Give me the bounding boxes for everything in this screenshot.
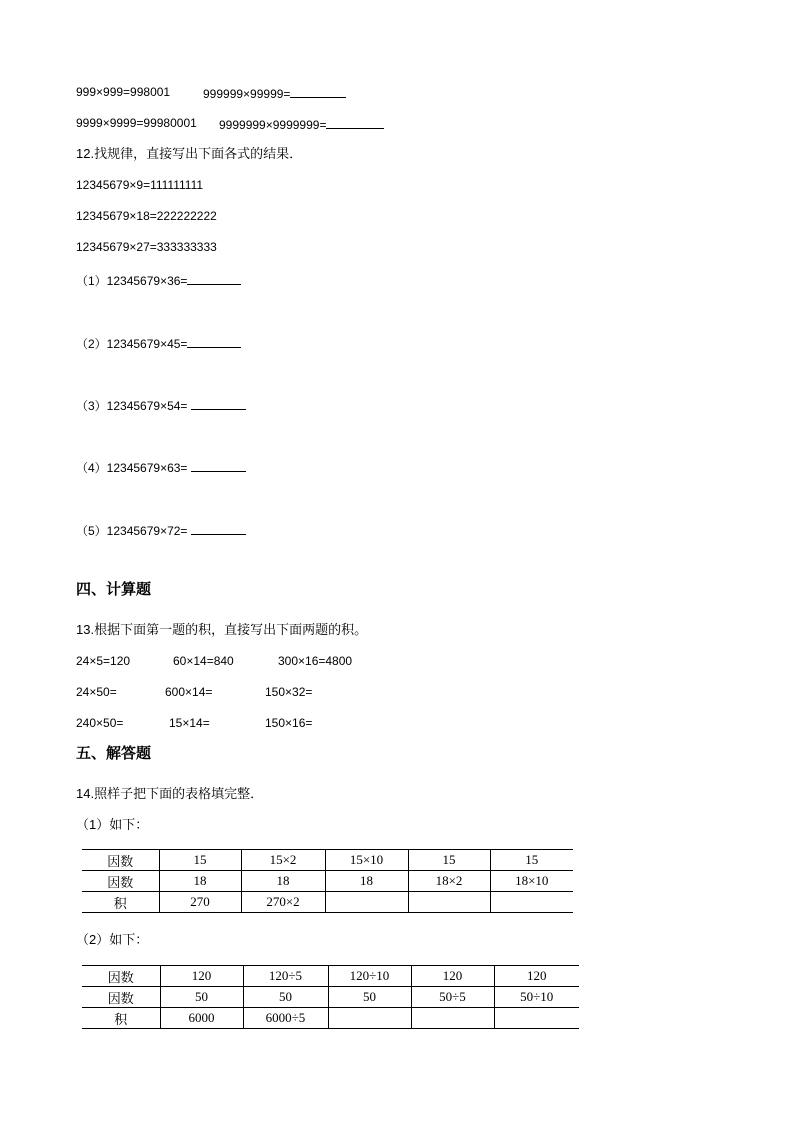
section-5-heading: 五、解答题: [76, 745, 152, 762]
equation-line-2: [76, 115, 197, 131]
answer-blank[interactable]: [187, 271, 241, 285]
answer-cell[interactable]: [490, 892, 573, 913]
table-2: [82, 965, 579, 1029]
answer-cell[interactable]: [408, 892, 490, 913]
q13-cell: 600×14=: [165, 685, 213, 699]
table-cell: 50: [328, 987, 411, 1008]
answer-cell[interactable]: [411, 1008, 494, 1029]
table-cell: 50: [160, 987, 243, 1008]
q12-item-5: [76, 521, 246, 539]
table-cell: 50÷10: [494, 987, 579, 1008]
q12-item-1: [76, 271, 241, 289]
q12-title: 12.找规律，直接写出下面各式的结果．: [76, 146, 303, 161]
answer-cell[interactable]: [494, 1008, 579, 1029]
table-cell: 18×2: [408, 871, 490, 892]
table-cell: 15×2: [241, 850, 325, 871]
equation-given: 9999×9999=99980001: [76, 116, 197, 130]
q12-example-1: 12345679×9=111111111: [76, 178, 204, 192]
q12-item-text: （2）12345679×45=: [76, 337, 188, 351]
table-cell: 50÷5: [411, 987, 494, 1008]
q12-item-text: （4）12345679×63=: [76, 461, 191, 475]
table-row: [82, 987, 579, 1008]
q12-item-3: [76, 396, 246, 414]
table-cell: 50: [243, 987, 328, 1008]
part-1-label: （1）如下：: [76, 817, 149, 832]
table-cell: 因数: [82, 966, 160, 987]
answer-blank[interactable]: [191, 521, 246, 535]
table-cell: 15: [408, 850, 490, 871]
table-cell: 18: [241, 871, 325, 892]
table-cell: 因数: [82, 850, 159, 871]
answer-blank[interactable]: [191, 458, 246, 472]
answer-blank[interactable]: [187, 334, 241, 348]
table-cell: 6000÷5: [243, 1008, 328, 1029]
q13-cell: 60×14=840: [173, 654, 234, 668]
equation-line-1: [76, 84, 170, 100]
q12-example-2: 12345679×18=222222222: [76, 209, 217, 223]
table-cell: 120÷10: [328, 966, 411, 987]
q13-title: 13.根据下面第一题的积，直接写出下面两题的积。: [76, 622, 368, 637]
table-cell: 18: [159, 871, 241, 892]
part-2-label: （2）如下：: [76, 932, 149, 947]
section-4-heading: 四、计算题: [76, 581, 152, 598]
table-cell: 120÷5: [243, 966, 328, 987]
equation-line-1-question: [203, 84, 346, 102]
equation-line-2-question: [219, 115, 384, 133]
table-cell: 15×10: [325, 850, 408, 871]
table-cell: 120: [160, 966, 243, 987]
q12-item-2: [76, 334, 241, 352]
equation-given: 999×999=998001: [76, 85, 171, 99]
table-cell: 15: [159, 850, 241, 871]
q13-cell: 24×5=120: [76, 654, 131, 668]
table-cell: 因数: [82, 987, 160, 1008]
table-cell: 积: [82, 892, 159, 913]
q14-title: 14.照样子把下面的表格填完整．: [76, 786, 264, 801]
q12-example-3: 12345679×27=333333333: [76, 240, 217, 254]
table-row: [82, 1008, 579, 1029]
table-cell: 6000: [160, 1008, 243, 1029]
equation-question: 999999×99999=: [203, 87, 291, 101]
answer-blank[interactable]: [191, 396, 246, 410]
answer-blank[interactable]: [326, 115, 384, 129]
table-row: [82, 892, 573, 913]
table-1: [82, 849, 573, 913]
q13-cell: 240×50=: [76, 716, 124, 730]
q12-item-text: （1）12345679×36=: [76, 274, 188, 288]
table-cell: 积: [82, 1008, 160, 1029]
q13-cell: 15×14=: [169, 716, 210, 730]
q13-cell: 300×16=4800: [278, 654, 353, 668]
q12-item-text: （3）12345679×54=: [76, 399, 191, 413]
table-cell: 因数: [82, 871, 159, 892]
q13-cell: 150×16=: [265, 716, 313, 730]
q13-cell: 24×50=: [76, 685, 117, 699]
table-cell: 270×2: [241, 892, 325, 913]
table-cell: 18×10: [490, 871, 573, 892]
table-cell: 15: [490, 850, 573, 871]
equation-question: 9999999×9999999=: [219, 118, 327, 132]
table-row: [82, 850, 573, 871]
table-cell: 120: [494, 966, 579, 987]
q12-item-text: （5）12345679×72=: [76, 524, 191, 538]
answer-blank[interactable]: [290, 84, 346, 98]
table-row: [82, 871, 573, 892]
q13-cell: 150×32=: [265, 685, 313, 699]
q12-item-4: [76, 458, 246, 476]
table-cell: 18: [325, 871, 408, 892]
table-cell: 270: [159, 892, 241, 913]
table-row: [82, 966, 579, 987]
answer-cell[interactable]: [328, 1008, 411, 1029]
table-cell: 120: [411, 966, 494, 987]
answer-cell[interactable]: [325, 892, 408, 913]
